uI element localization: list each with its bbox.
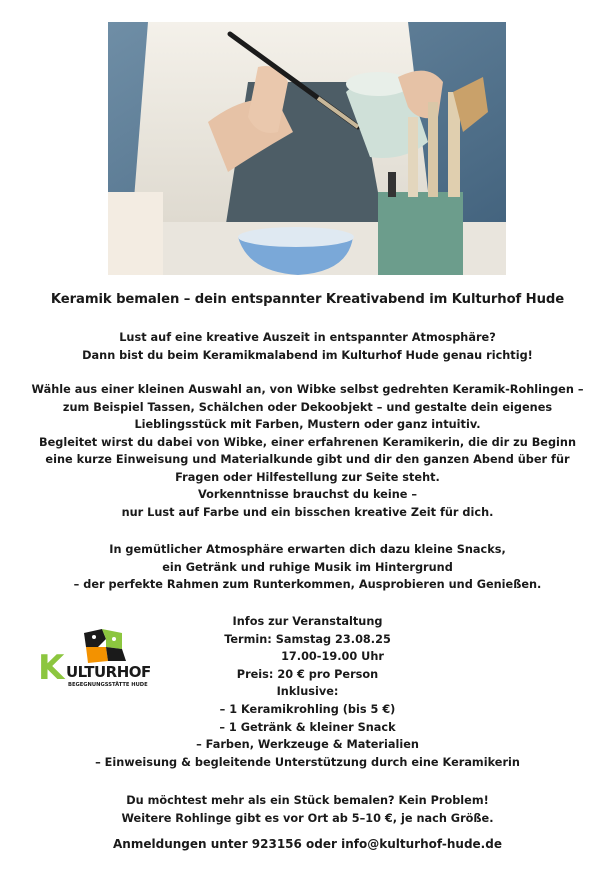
description-text	[0, 381, 615, 521]
intro-line: Lust auf eine kreative Auszeit in entspannter Atmosphäre?	[119, 331, 496, 344]
description-line: Vorkenntnisse brauchst du keine –	[198, 488, 417, 501]
description-line: Begleitet wirst du dabei von Wibke, einer erfahrenen Keramikerin, die dir zu Beginn	[38, 435, 577, 449]
kulturhof-logo	[36, 625, 180, 689]
description-line: zum Beispiel Tassen, Schälchen oder Dekoobjekt – und gestalte dein eigenes	[62, 400, 553, 414]
extra-line: Du möchtest mehr als ein Stück bemalen? Kein Problem!	[126, 794, 489, 807]
info-item: – 1 Keramikrohling (bis 5 €)	[219, 702, 396, 716]
kulturhof-logo-puzzle-icon	[36, 625, 180, 689]
contact-text: Anmeldungen unter 923156 oder info@kulturhof-hude.de	[113, 837, 502, 851]
logo-word: ULTURHOF	[66, 663, 151, 681]
extra-text	[0, 792, 615, 827]
page-title: Keramik bemalen – dein entspannter Kreativabend im Kulturhof Hude	[50, 292, 565, 307]
info-termin: Termin: Samstag 23.08.25	[224, 632, 391, 646]
description-line: Wähle aus einer kleinen Auswahl an, von Wibke selbst gedrehten Keramik-Rohlingen –	[31, 383, 584, 396]
info-item: – 1 Getränk & kleiner Snack	[219, 720, 396, 734]
intro-line: Dann bist du beim Keramikmalabend im Kulturhof Hude genau richtig!	[82, 348, 533, 362]
description-line: nur Lust auf Farbe und ein bisschen kreative Zeit für dich.	[121, 505, 494, 519]
atmosphere-line: – der perfekte Rahmen zum Runterkommen, Ausprobieren und Genießen.	[73, 578, 542, 591]
atmosphere-text	[0, 541, 615, 594]
info-heading: Infos zur Veranstaltung	[232, 615, 383, 628]
logo-subtitle: BEGEGNUNGSSTÄTTE HUDE	[68, 682, 148, 688]
atmosphere-line: ein Getränk und ruhige Musik im Hintergrund	[162, 560, 453, 574]
description-line: Lieblingsstück mit Farben, Mustern oder ganz intuitiv.	[134, 418, 481, 431]
extra-line: Weitere Rohlinge gibt es vor Ort ab 5–10 €, je nach Größe.	[121, 811, 494, 825]
intro-text	[0, 329, 615, 364]
painting-ceramics-photo-icon	[108, 22, 506, 275]
hero-photo	[108, 22, 506, 275]
info-inklusive-label: Inklusive:	[276, 685, 339, 699]
logo-k-letter: K	[38, 648, 65, 688]
info-item: – Einweisung & begleitende Unterstützung durch eine Keramikerin	[95, 755, 520, 769]
description-line: eine kurze Einweisung und Materialkunde gibt und dir den ganzen Abend über für	[45, 453, 570, 466]
info-preis: Preis: 20 € pro Person	[236, 667, 379, 681]
info-time: 17.00-19.00 Uhr	[281, 650, 384, 664]
info-item: – Farben, Werkzeuge & Materialien	[196, 738, 419, 752]
description-line: Fragen oder Hilfestellung zur Seite steht.	[175, 470, 440, 484]
atmosphere-line: In gemütlicher Atmosphäre erwarten dich dazu kleine Snacks,	[109, 543, 506, 556]
